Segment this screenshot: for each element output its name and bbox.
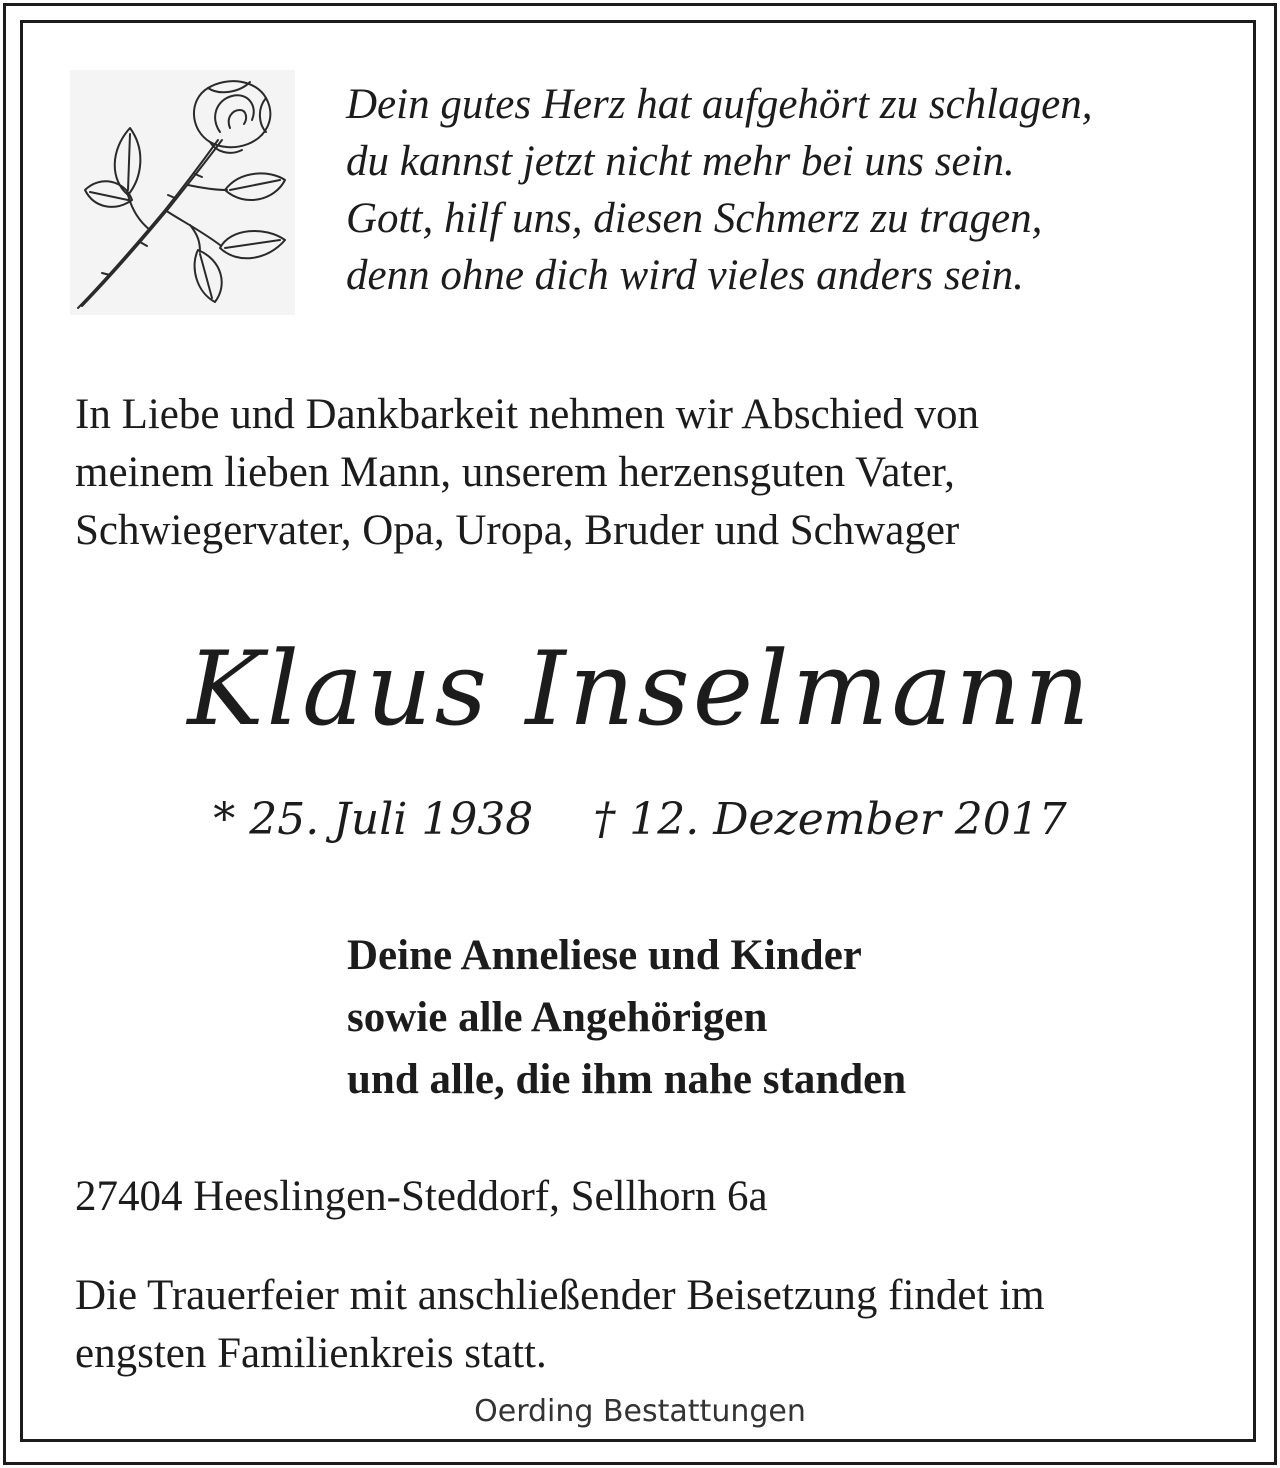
poem: [346, 76, 1092, 304]
deceased-name: Klaus Inselmann: [187, 630, 1093, 749]
death-date: † 12. Dezember 2017: [593, 794, 1067, 845]
poem-line: du kannst jetzt nicht mehr bei uns sein.: [346, 138, 1015, 185]
mourner-line: und alle, die ihm nahe standen: [347, 1056, 907, 1103]
birth-date: * 25. Juli 1938: [213, 794, 534, 845]
rose-icon: [70, 70, 295, 315]
mourners: [347, 925, 906, 1111]
service-line: engsten Familienkreis statt.: [75, 1330, 547, 1377]
intro-line: Schwiegervater, Opa, Uropa, Bruder und Schwager: [75, 507, 960, 554]
poem-line: Gott, hilf uns, diesen Schmerz zu tragen,: [346, 195, 1043, 242]
service-notice: [75, 1267, 1045, 1383]
mourner-line: Deine Anneliese und Kinder: [347, 932, 862, 979]
life-dates: [0, 785, 1280, 855]
poem-line: Dein gutes Herz hat aufgehört zu schlagen,: [346, 81, 1093, 128]
farewell-intro: [75, 386, 979, 560]
poem-line: denn ohne dich wird vieles anders sein.: [346, 252, 1024, 299]
funeral-home: Oerding Bestattungen: [474, 1394, 806, 1429]
mourner-line: sowie alle Angehörigen: [347, 994, 768, 1041]
service-line: Die Trauerfeier mit anschließender Beisetzung findet im: [75, 1272, 1045, 1319]
intro-line: meinem lieben Mann, unserem herzensguten Vater,: [75, 449, 955, 496]
intro-line: In Liebe und Dankbarkeit nehmen wir Abschied von: [75, 391, 979, 438]
address: 27404 Heeslingen-Steddorf, Sellhorn 6a: [75, 1173, 768, 1220]
